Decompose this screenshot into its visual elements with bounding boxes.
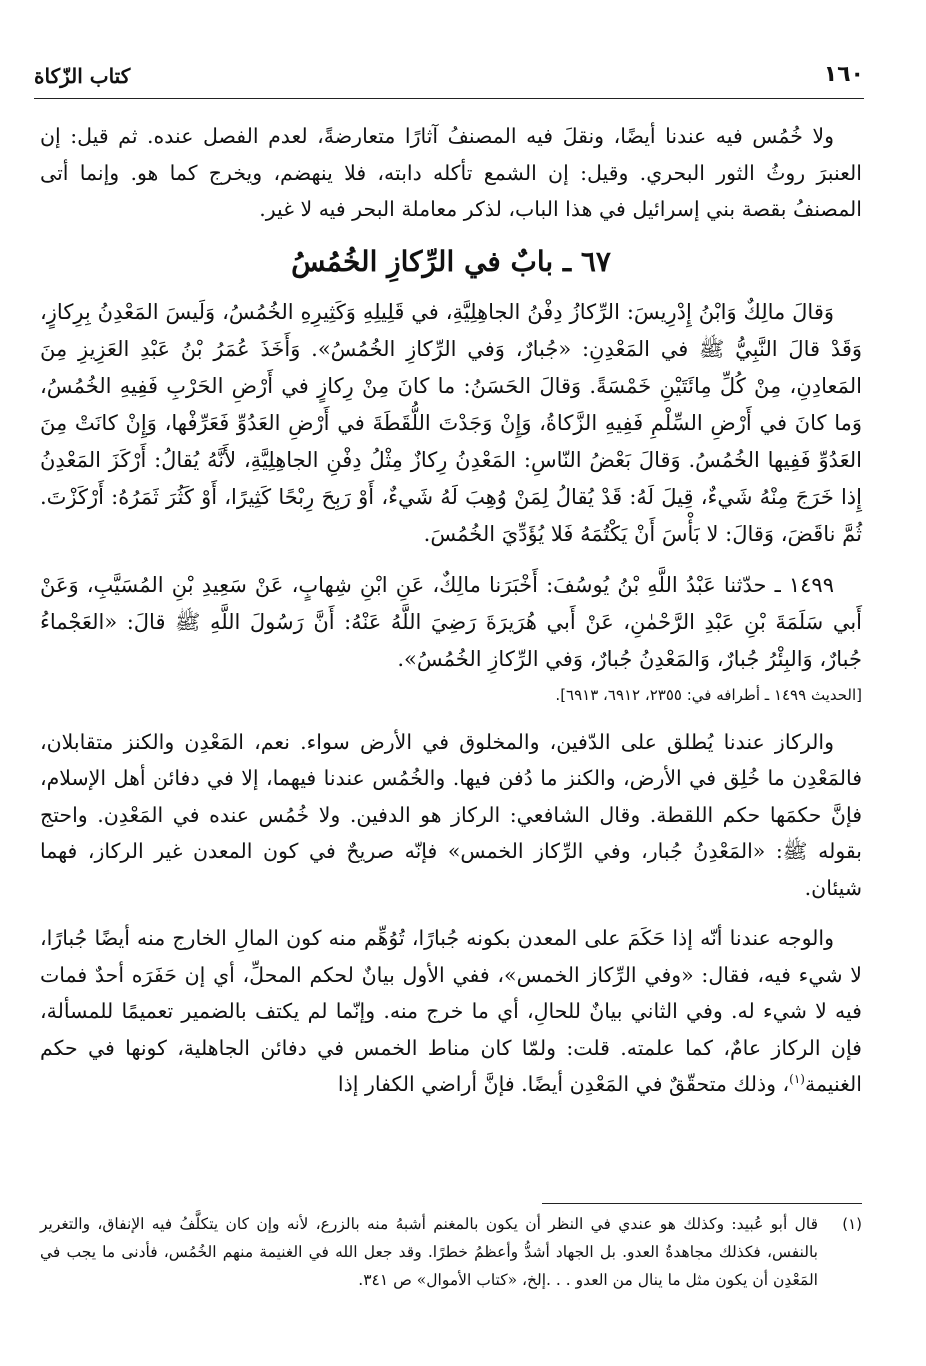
quote-paragraph: وَقالَ مالِكٌ وَابْنُ إِدْرِيسَ: الرِّكازُ دِفْنُ الجاهِلِيَّةِ، في قَلِيلِهِ وَكَثِيرِهِ الخُمُسُ، وَلَيسَ المَعْدِنُ بِرِكازٍ، وَقَدْ قالَ النَّبِيُّ ﷺ في المَعْدِنِ: «جُبارٌ، وَفي الرِّكازِ الخُمُسُ». وَأَخَذَ عُمَرُ بْنُ عَبْدِ العَزِيزِ مِنَ المَعادِنِ، مِنْ كُلِّ مِائَتَيْنِ خَمْسَةً. وَقالَ الحَسَنُ: ما كانَ مِنْ رِكازٍ في أَرْضِ الحَرْبِ فَفِيهِ الخُمُسُ، وَما كانَ في أَرْضِ السِّلْمِ فَفِيهِ الزَّكاةُ، وَإِنْ وَجَدْتَ اللُّقَطَةَ في أَرْضِ العَدُوِّ فَعَرِّفْها، وَإِنْ كانَتْ مِنَ العَدُوِّ فَفِيها الخُمُسُ. وَقالَ بَعْضُ النّاسِ: المَعْدِنُ رِكازٌ مِثْلُ دِفْنِ الجاهِلِيَّةِ، لأَنَّهُ يُقالُ: أَرْكَزَ المَعْدِنُ إِذا خَرَجَ مِنْهُ شَيءٌ، قِيلَ لَهُ: قَدْ يُقالُ لِمَنْ وُهِبَ لَهُ شَيءٌ، أَوْ رَبِحَ رِبْحًا كَثِيرًا، أَوْ كَثُرَ ثَمَرُهُ: أَرْكَزْتَ. ثُمَّ ناقَضَ، وَقالَ: لا بَأْسَ أَنْ يَكْتُمَهُ فَلا يُؤَدِّيَ الخُمُسَ. — [40, 299, 862, 546]
spacer — [40, 710, 862, 724]
footnote — [40, 1210, 862, 1294]
commentary-paragraph: والركاز عندنا يُطلق على الدّفين، والمخلوق في الأرض سواء. نعم، المَعْدِن والكنز متقابلان، فالمَعْدِن ما خُلِق في الأرض، والكنز ما دُفن فيها. والخُمُس عندنا فيهما، إلا في دفائن أهل الإسلام، فإنَّ حكمَها حكم اللقطة. وقال الشافعي: الركاز هو الدفين. ولا خُمُس عنده في المَعْدِن. واحتج بقوله ﷺ: «المَعْدِنُ جُبار، وفي الرِّكاز الخمس» فإنّه صريحٌ في كون المعدن غير الركاز، فهما شيئان. — [40, 729, 862, 900]
spacer — [40, 553, 862, 567]
chapter-heading: ٦٧ ـ بابٌ في الرِّكازِ الخُمُسُ — [291, 244, 611, 278]
footnote-divider — [542, 1203, 862, 1204]
footnote-text: قال أبو عُبيد: وكذلك هو عندي في النظر أن يكون بالمغنم أشبهُ منه بالزرع، لأنه وإن كان يتكلَّفُ فيه الإنفاق، والتغرير بالنفس، فكذلك مجاهدةُ العدو. بل الجهاد أشدُّ وأعظمُ خطرًا. وقد جعل الله في الغنيمة منهم الخُمُس، فأدنى ما يجب في المَعْدِن أن يكون مثل ما ينال من العدو . . .إلخ، «كتاب الأموال» ص ٣٤١. — [40, 1215, 818, 1289]
main-text — [40, 118, 862, 1103]
hadith-paragraph: ١٤٩٩ ـ حدّثنا عَبْدُ اللَّهِ بْنُ يُوسُفَ: أَخْبَرَنا مالِكٌ، عَنِ ابْنِ شِهابٍ، عَنْ سَعِيدِ بْنِ المُسَيَّبِ، وَعَنْ أَبي سَلَمَةَ بْنِ عَبْدِ الرَّحْمٰنِ، عَنْ أَبي هُرَيرَةَ رَضِيَ اللَّهُ عَنْهُ: أَنَّ رَسُولَ اللَّهِ ﷺ قالَ: «العَجْماءُ جُبارٌ، وَالبِئْرُ جُبارٌ، وَالمَعْدِنُ جُبارٌ، وَفي الرِّكازِ الخُمُسُ». — [40, 572, 862, 671]
commentary-text: والوجه عندنا أنّه إذا حَكَمَ على المعدن بكونه جُبارًا، تُوُهِّم منه كون المالِ الخارج منه أيضًا جُبارًا، لا شيء فيه، فقال: «وفي الرِّكاز الخمس»، ففي الأول بيانٌ لحكم المحلِّ، أي إن حَفَرَه أحدٌ فمات فيه لا شيء له. وفي الثاني بيانٌ للحالِ، أي ما خرج منه. وإنّما لم يكتف بالضمير تعميمًا للمسألة، فإن الركاز عامٌ، كما علمته. قلت: ولمّا كان مناط الخمس في دفائن الجاهلية، كونها في حكم الغنيمة — [40, 926, 862, 1096]
spacer — [40, 906, 862, 920]
commentary-paragraph-2 — [40, 920, 862, 1103]
commentary-text-tail: ، وذلك متحقّقٌ في المَعْدِن أيضًا. فإنَّ أراضي الكفار إذا — [337, 1072, 790, 1096]
page-header — [34, 58, 864, 99]
page-number: ١٦٠ — [823, 62, 864, 87]
intro-paragraph: ولا خُمُس فيه عندنا أيضًا، ونقلَ فيه المصنفُ آثارًا متعارضةً، لعدم الفصل عنده. ثم قيل: إن العنبرَ روثُ الثور البحري. وقيل: إن الشمع تأكله دابته، فلا ينهضم، ويخرج كما هو. وإنما أتى المصنفُ بقصة بني إسرائيل في هذا الباب، لذكر معاملة البحر فيه لا غير. — [40, 124, 862, 221]
footnote-marker[interactable]: (١) — [789, 1072, 805, 1087]
footnote-number: (١) — [842, 1215, 862, 1233]
hadith-reference: [الحديث ١٤٩٩ ـ أطرافه في: ٢٣٥٥، ٦٩١٢، ٦٩١٣]. — [555, 685, 862, 704]
running-title: كتاب الزّكاة — [34, 64, 131, 88]
